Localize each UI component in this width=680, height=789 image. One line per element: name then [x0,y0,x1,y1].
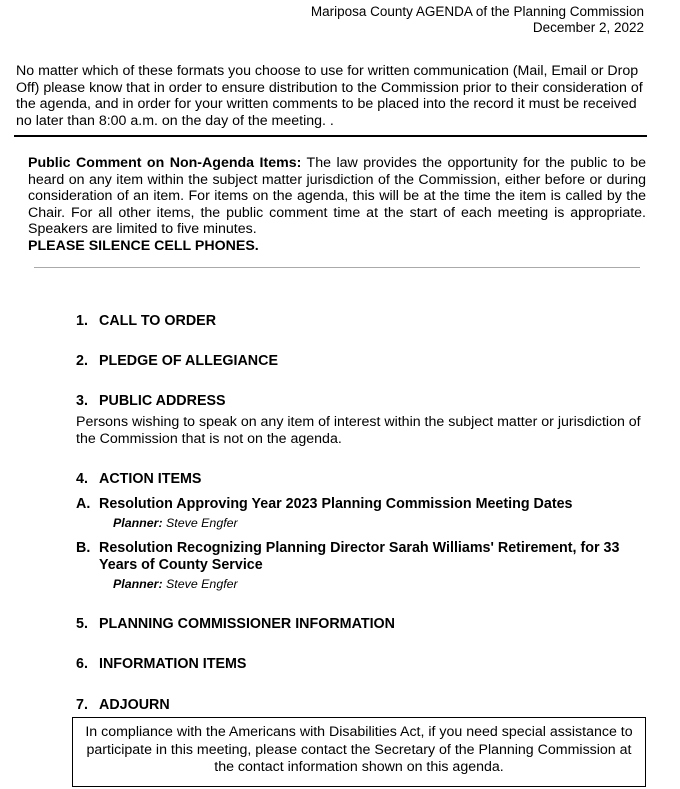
action-item-a [76,496,648,513]
agenda-item-pledge [76,353,278,370]
item-title: ACTION ITEMS [99,471,202,487]
item-title: PLEDGE OF ALLEGIANCE [99,353,278,369]
ada-notice-box [72,717,646,787]
planner-name: Steve Engfer [166,577,238,591]
thin-divider [34,267,640,268]
item-number: 1. [76,313,88,329]
agenda-item-adjourn [76,697,170,714]
action-item-b [76,540,648,574]
item-letter: B. [76,540,91,556]
item-number: 6. [76,656,88,672]
agenda-item-action-items [76,471,201,488]
agenda-item-call-to-order [76,313,216,330]
item-number: 3. [76,393,88,409]
planner-name: Steve Engfer [166,516,238,530]
public-comment-heading: Public Comment on Non-Agenda Items: [28,155,302,171]
ada-notice-text: In compliance with the Americans with Disabilities Act, if you need special assistance to participate in this meeting, please contact the Secretary of the Planning Commission at the contact information shown on this agenda. [85,724,633,775]
public-address-description: Persons wishing to speak on any item of interest within the subject matter or jurisdiction of the Commission that is not on the agenda. [76,414,641,447]
public-comment-section [28,155,646,254]
agenda-item-commissioner-information [76,616,395,633]
item-title: PUBLIC ADDRESS [99,393,226,409]
planner-line [113,516,238,531]
agenda-item-information-items [76,656,246,673]
item-title: Resolution Recognizing Planning Director Sarah Williams' Retirement, for 33 Years of County Service [99,540,620,573]
item-number: 2. [76,353,88,369]
item-title: ADJOURN [99,697,170,713]
planner-label: Planner: [113,516,163,530]
document-header [311,4,644,36]
written-communication-notice: No matter which of these formats you choose to use for written communication (Mail, Email or Drop Off) please know that in order to ensure distribution to the Commission prior to their consideration of the agenda, and in order for your written comments to be placed into the record it must be received no later than 8:00 a.m. on the day of the meeting. . [16,63,643,129]
item-number: 7. [76,697,88,713]
item-number: 5. [76,616,88,632]
planner-label: Planner: [113,577,163,591]
item-title: Resolution Approving Year 2023 Planning Commission Meeting Dates [99,496,573,512]
agenda-item-public-address [76,393,226,410]
item-letter: A. [76,496,91,512]
silence-phones-notice: PLEASE SILENCE CELL PHONES. [28,237,259,254]
planner-line [113,577,238,592]
header-title: Mariposa County AGENDA of the Planning Commission [310,4,644,19]
item-title: PLANNING COMMISSIONER INFORMATION [99,616,395,632]
section-divider [14,135,647,137]
item-title: INFORMATION ITEMS [99,656,247,672]
public-comment-body: The law provides the opportunity for the public to be heard on any item within the subject matter jurisdiction of the Commission, either before or during consideration of an item. For items on the agenda, this will be at the time the item is called by the Chair. For all other items, the public comment time at the start of each meeting is appropriate. Speakers are limited to five minutes. [28,155,647,237]
item-title: CALL TO ORDER [99,313,217,329]
header-date: December 2, 2022 [532,20,644,35]
item-number: 4. [76,471,88,487]
